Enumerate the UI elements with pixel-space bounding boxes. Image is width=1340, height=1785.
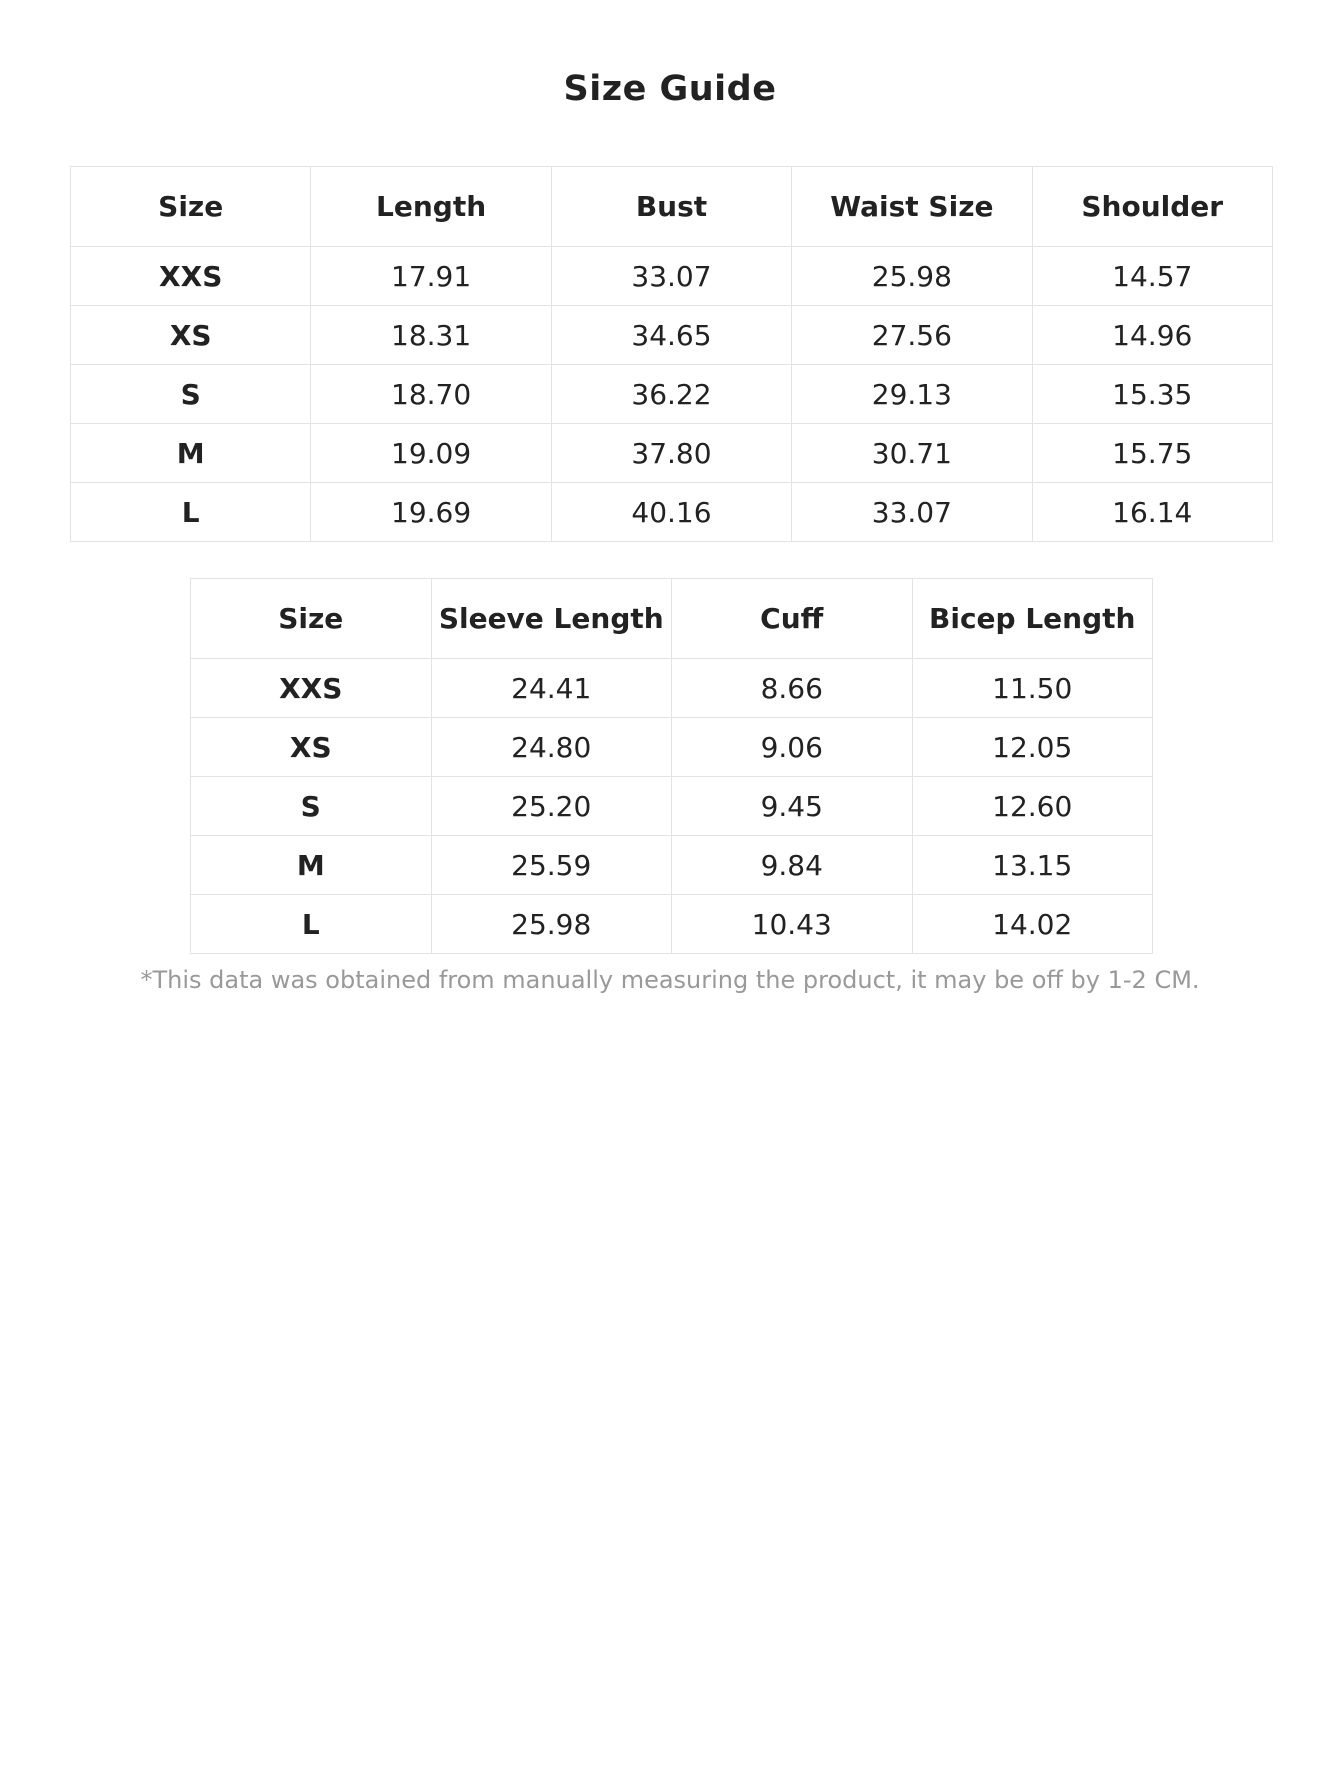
cuff-cell: 10.43 (672, 895, 913, 954)
table-row (191, 777, 1153, 836)
shoulder-cell: 15.35 (1032, 365, 1272, 424)
cuff-cell: 9.84 (672, 836, 913, 895)
length-cell: 19.09 (311, 424, 551, 483)
length-cell: 18.70 (311, 365, 551, 424)
bust-cell: 36.22 (551, 365, 791, 424)
page-title: Size Guide (563, 69, 777, 109)
length-cell: 18.31 (311, 306, 551, 365)
sleeve-length-cell: 25.20 (431, 777, 672, 836)
table-row (191, 718, 1153, 777)
table-row (71, 483, 1273, 542)
size-cell: M (191, 836, 432, 895)
waist-size-cell: 27.56 (792, 306, 1032, 365)
cuff-cell: 9.45 (672, 777, 913, 836)
column-header-size: Size (191, 579, 432, 659)
bicep-length-cell: 13.15 (912, 836, 1153, 895)
size-cell: XXS (191, 659, 432, 718)
waist-size-cell: 25.98 (792, 247, 1032, 306)
size-table-sleeve-measurements (190, 578, 1153, 954)
shoulder-cell: 15.75 (1032, 424, 1272, 483)
sleeve-length-cell: 25.59 (431, 836, 672, 895)
waist-size-cell: 33.07 (792, 483, 1032, 542)
table-row (71, 247, 1273, 306)
column-header-shoulder: Shoulder (1032, 167, 1272, 247)
bust-cell: 33.07 (551, 247, 791, 306)
column-header-length: Length (311, 167, 551, 247)
column-header-sleeve-length: Sleeve Length (431, 579, 672, 659)
table-row (191, 836, 1153, 895)
table-row (191, 895, 1153, 954)
shoulder-cell: 14.57 (1032, 247, 1272, 306)
sleeve-length-cell: 24.41 (431, 659, 672, 718)
size-cell: S (71, 365, 311, 424)
shoulder-cell: 16.14 (1032, 483, 1272, 542)
size-cell: XXS (71, 247, 311, 306)
size-cell: L (71, 483, 311, 542)
cuff-cell: 8.66 (672, 659, 913, 718)
bicep-length-cell: 12.05 (912, 718, 1153, 777)
bust-cell: 34.65 (551, 306, 791, 365)
size-cell: M (71, 424, 311, 483)
column-header-bicep-length: Bicep Length (912, 579, 1153, 659)
waist-size-cell: 29.13 (792, 365, 1032, 424)
sleeve-length-cell: 25.98 (431, 895, 672, 954)
column-header-size: Size (71, 167, 311, 247)
size-cell: L (191, 895, 432, 954)
table-header-row (191, 579, 1153, 659)
waist-size-cell: 30.71 (792, 424, 1032, 483)
table-row (71, 306, 1273, 365)
measurement-disclaimer: *This data was obtained from manually measuring the product, it may be off by 1-2 CM. (140, 966, 1200, 994)
bicep-length-cell: 14.02 (912, 895, 1153, 954)
column-header-waist-size: Waist Size (792, 167, 1032, 247)
bicep-length-cell: 11.50 (912, 659, 1153, 718)
size-cell: XS (191, 718, 432, 777)
length-cell: 19.69 (311, 483, 551, 542)
table-row (191, 659, 1153, 718)
bust-cell: 37.80 (551, 424, 791, 483)
table-header-row (71, 167, 1273, 247)
cuff-cell: 9.06 (672, 718, 913, 777)
length-cell: 17.91 (311, 247, 551, 306)
column-header-cuff: Cuff (672, 579, 913, 659)
column-header-bust: Bust (551, 167, 791, 247)
size-cell: S (191, 777, 432, 836)
bust-cell: 40.16 (551, 483, 791, 542)
size-table-body-measurements (70, 166, 1273, 542)
shoulder-cell: 14.96 (1032, 306, 1272, 365)
size-cell: XS (71, 306, 311, 365)
bicep-length-cell: 12.60 (912, 777, 1153, 836)
sleeve-length-cell: 24.80 (431, 718, 672, 777)
table-row (71, 365, 1273, 424)
table-row (71, 424, 1273, 483)
